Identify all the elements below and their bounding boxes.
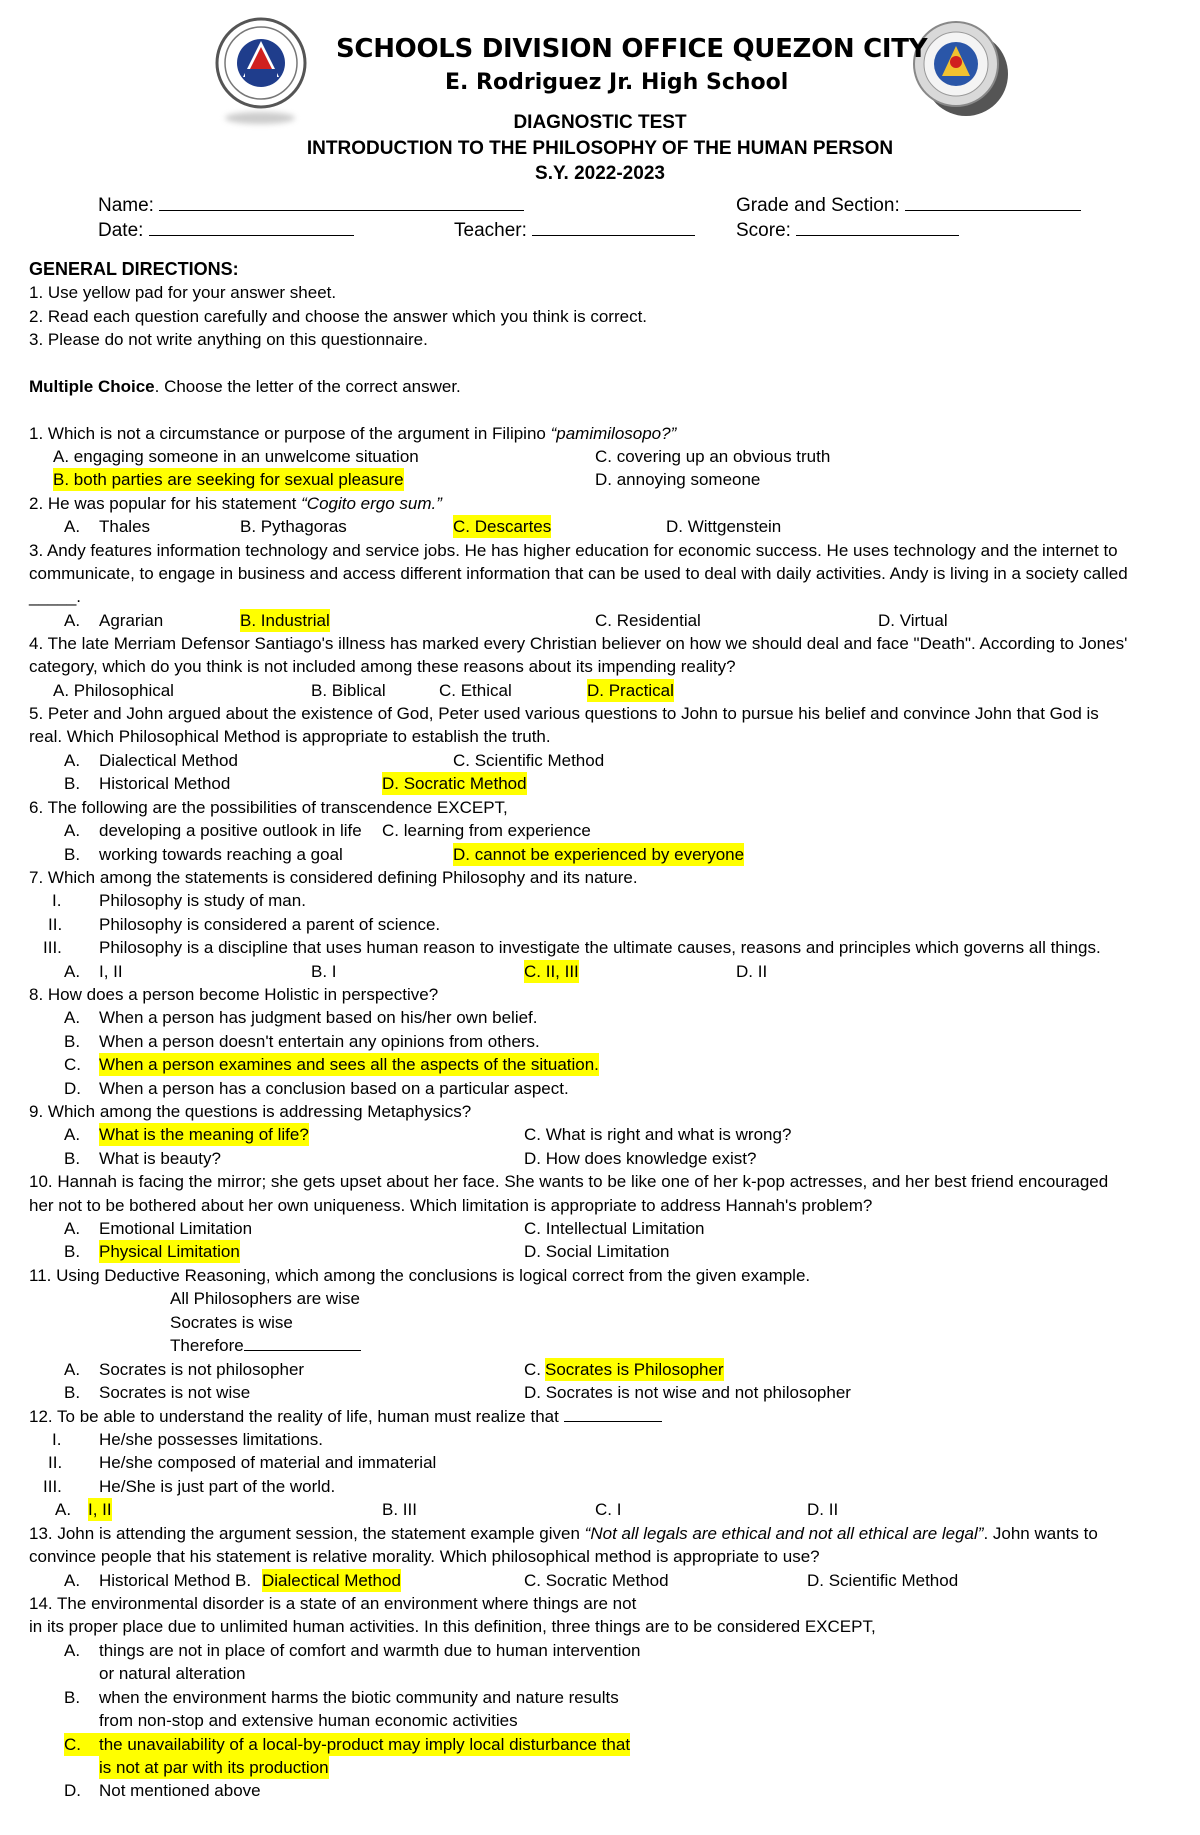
- q4-option-a[interactable]: A. Philosophical: [53, 681, 174, 700]
- q7-statement-3: Philosophy is a discipline that uses human reason to investigate the ultimate causes, reasons and principles which governs all things.: [99, 938, 1101, 957]
- mc-instruction: [29, 375, 461, 398]
- q7-option-d[interactable]: D. II: [736, 962, 768, 981]
- q8-option-a-letter: A.: [64, 1008, 81, 1027]
- q9-option-b[interactable]: What is beauty?: [99, 1149, 221, 1168]
- office-title: SCHOOLS DIVISION OFFICE QUEZON CITY: [336, 34, 928, 64]
- school-seal-icon: [910, 18, 1010, 118]
- q12-blank: [564, 1407, 662, 1422]
- mc-instruction-text: . Choose the letter of the correct answer.: [154, 377, 461, 396]
- grade-section-line: [905, 194, 1081, 211]
- question-9: 9. Which among the questions is addressing Metaphysics?: [29, 1102, 472, 1121]
- q9-option-a[interactable]: What is the meaning of life?: [99, 1123, 309, 1146]
- q2-option-c[interactable]: C. Descartes: [453, 515, 551, 538]
- q11-option-b-letter: B.: [64, 1383, 81, 1402]
- q5-option-d[interactable]: D. Socratic Method: [382, 772, 527, 795]
- school-year: S.Y. 2022-2023: [535, 163, 665, 184]
- q1-option-a[interactable]: A. engaging someone in an unwelcome situation: [53, 447, 419, 466]
- q10-option-b[interactable]: Physical Limitation: [99, 1240, 240, 1263]
- q6-option-b[interactable]: working towards reaching a goal: [99, 845, 343, 864]
- q7-option-a[interactable]: I, II: [99, 962, 123, 981]
- q1-option-b[interactable]: B. both parties are seeking for sexual pleasure: [53, 468, 404, 491]
- q5-option-b-letter: B.: [64, 774, 81, 793]
- q5-option-b[interactable]: Historical Method: [99, 774, 231, 793]
- q13-option-a[interactable]: Historical Method B.: [99, 1571, 252, 1590]
- q14-option-b-letter: B.: [64, 1688, 81, 1707]
- q8-option-b[interactable]: When a person doesn't entertain any opinions from others.: [99, 1032, 540, 1051]
- left-seal: [215, 17, 307, 109]
- q13-stem-italic: “Not all legals are ethical and not all ethical are legal”: [584, 1524, 984, 1543]
- q6-option-c[interactable]: C. learning from experience: [382, 821, 591, 840]
- q14-line-1: 14. The environmental disorder is a state of an environment where things are not: [29, 1594, 637, 1613]
- q14-option-a-line-2[interactable]: or natural alteration: [99, 1664, 246, 1683]
- question-6: 6. The following are the possibilities of transcendence EXCEPT,: [29, 798, 508, 817]
- q13-stem: 13. John is attending the argument session, the statement example given: [29, 1524, 585, 1543]
- q2-option-d[interactable]: D. Wittgenstein: [666, 517, 782, 536]
- q2-option-b[interactable]: B. Pythagoras: [240, 517, 347, 536]
- name-label: Name:: [98, 195, 154, 216]
- q7-roman-1: I.: [52, 891, 62, 910]
- q11-option-a-letter: A.: [64, 1360, 81, 1379]
- q10-line-2: her not to be bothered about her own uniqueness. Which limitation is appropriate to address Hannah's problem?: [29, 1196, 873, 1215]
- q8-option-c[interactable]: When a person examines and sees all the aspects of the situation.: [99, 1053, 599, 1076]
- q12-option-a[interactable]: I, II: [88, 1498, 112, 1521]
- question-13: [29, 1522, 1098, 1545]
- name-line: [159, 194, 524, 211]
- q4-line-2: category, which do you think is not included among these reasons about its impending reality?: [29, 657, 736, 676]
- q3-option-b[interactable]: B. Industrial: [240, 609, 330, 632]
- q5-option-a[interactable]: Dialectical Method: [99, 751, 238, 770]
- q6-option-b-letter: B.: [64, 845, 81, 864]
- q12-option-b[interactable]: B. III: [382, 1500, 417, 1519]
- q3-option-a-letter: A.: [64, 611, 81, 630]
- q7-roman-2: II.: [48, 915, 63, 934]
- q14-option-c-line-1[interactable]: the unavailability of a local-by-product may imply local disturbance that: [99, 1733, 630, 1756]
- q1-option-c[interactable]: C. covering up an obvious truth: [595, 447, 831, 466]
- date-line: [149, 219, 354, 236]
- q1-option-d[interactable]: D. annoying someone: [595, 470, 761, 489]
- q2-stem-italic: “Cogito ergo sum.”: [301, 494, 442, 513]
- q2-option-a[interactable]: Thales: [99, 517, 151, 536]
- q12-option-a-letter: A.: [55, 1500, 72, 1519]
- q12-roman-2: II.: [48, 1453, 63, 1472]
- q8-option-d-letter: D.: [64, 1079, 81, 1098]
- q13-line-2: convince people that his statement is relative morality. Which philosophical method is appropriate to use?: [29, 1547, 820, 1566]
- q9-option-c[interactable]: C. What is right and what is wrong?: [524, 1125, 792, 1144]
- question-7: 7. Which among the statements is considered defining Philosophy and its nature.: [29, 868, 638, 887]
- q6-option-a[interactable]: developing a positive outlook in life: [99, 821, 362, 840]
- direction-item: 1. Use yellow pad for your answer sheet.: [29, 283, 337, 302]
- q14-option-c-letter: C.: [64, 1733, 99, 1756]
- date-label: Date:: [98, 220, 144, 241]
- q14-option-a-line-1[interactable]: things are not in place of comfort and warmth due to human intervention: [99, 1641, 641, 1660]
- q4-line-1: 4. The late Merriam Defensor Santiago's illness has marked every Christian believer on how we should deal and face "Death". According to Jones': [29, 634, 1128, 653]
- q11-option-c-letter: C.: [524, 1360, 541, 1379]
- q14-option-b-line-2[interactable]: from non-stop and extensive human economic activities: [99, 1711, 518, 1730]
- score-label: Score:: [736, 220, 791, 241]
- q5-option-c[interactable]: C. Scientific Method: [453, 751, 605, 770]
- q10-line-1: 10. Hannah is facing the mirror; she gets upset about her face. She wants to be like one of her k-pop actresses, and her best friend encouraged: [29, 1172, 1109, 1191]
- q1-stem-italic: “pamimilosopo?”: [550, 424, 677, 443]
- q4-option-d[interactable]: D. Practical: [587, 679, 674, 702]
- division-seal-icon: [215, 17, 307, 109]
- q4-option-c[interactable]: C. Ethical: [439, 681, 512, 700]
- q9-option-a-letter: A.: [64, 1125, 81, 1144]
- date-field[interactable]: [98, 219, 354, 242]
- q7-roman-3: III.: [43, 938, 62, 957]
- grade-section-field[interactable]: [736, 194, 1081, 217]
- q3-option-d[interactable]: D. Virtual: [878, 611, 948, 630]
- q11-option-c[interactable]: Socrates is Philosopher: [545, 1358, 724, 1381]
- q5-option-a-letter: A.: [64, 751, 81, 770]
- q5-line-1: 5. Peter and John argued about the existence of God, Peter used various questions to John to pursue his belief and convince John that God is: [29, 704, 1099, 723]
- teacher-field[interactable]: [454, 219, 695, 242]
- question-1: [29, 422, 676, 445]
- q11-premise-2: Socrates is wise: [170, 1313, 293, 1332]
- q11-option-d[interactable]: D. Socrates is not wise and not philosopher: [524, 1383, 851, 1402]
- direction-item: 3. Please do not write anything on this questionnaire.: [29, 330, 428, 349]
- q11-option-a[interactable]: Socrates is not philosopher: [99, 1360, 305, 1379]
- q5-line-2: real. Which Philosophical Method is appropriate to establish the truth.: [29, 727, 551, 746]
- q8-option-a[interactable]: When a person has judgment based on his/her own belief.: [99, 1008, 538, 1027]
- teacher-label: Teacher:: [454, 220, 527, 241]
- question-8: 8. How does a person become Holistic in perspective?: [29, 985, 439, 1004]
- q14-option-d-letter: D.: [64, 1781, 81, 1800]
- directions-title: GENERAL DIRECTIONS:: [29, 259, 239, 279]
- q12-statement-3: He/She is just part of the world.: [99, 1477, 336, 1496]
- q12-option-d[interactable]: D. II: [807, 1500, 839, 1519]
- q7-option-b[interactable]: B. I: [311, 962, 337, 981]
- q9-option-b-letter: B.: [64, 1149, 81, 1168]
- q8-option-d[interactable]: When a person has a conclusion based on a particular aspect.: [99, 1079, 569, 1098]
- q12-roman-1: I.: [52, 1430, 62, 1449]
- score-line: [796, 219, 959, 236]
- teacher-line: [532, 219, 695, 236]
- q7-option-a-letter: A.: [64, 962, 81, 981]
- school-name: E. Rodriguez Jr. High School: [445, 70, 789, 95]
- test-type: DIAGNOSTIC TEST: [513, 112, 687, 133]
- q3-option-c[interactable]: C. Residential: [595, 611, 701, 630]
- q2-stem: 2. He was popular for his statement: [29, 494, 302, 513]
- grade-section-label: Grade and Section:: [736, 195, 900, 216]
- q8-option-c-letter: C.: [64, 1055, 81, 1074]
- q3-line-3: _____.: [29, 587, 81, 606]
- q3-option-a[interactable]: Agrarian: [99, 611, 164, 630]
- q10-option-a[interactable]: Emotional Limitation: [99, 1219, 253, 1238]
- q4-option-b[interactable]: B. Biblical: [311, 681, 386, 700]
- direction-item: 2. Read each question carefully and choose the answer which you think is correct.: [29, 307, 648, 326]
- q10-option-c[interactable]: C. Intellectual Limitation: [524, 1219, 705, 1238]
- q14-option-b-line-1[interactable]: when the environment harms the biotic community and nature results: [99, 1688, 619, 1707]
- q3-line-1: 3. Andy features information technology and service jobs. He has higher education for economic success. He uses technology and the internet to: [29, 541, 1118, 560]
- q12-roman-3: III.: [43, 1477, 62, 1496]
- q13-stem-end: . John wants to: [983, 1524, 1098, 1543]
- q13-option-b[interactable]: Dialectical Method: [262, 1569, 401, 1592]
- question-11: 11. Using Deductive Reasoning, which among the conclusions is logical correct from the given example.: [29, 1266, 811, 1285]
- q12-stem: 12. To be able to understand the reality of life, human must realize that: [29, 1407, 559, 1426]
- q14-option-a-letter: A.: [64, 1641, 81, 1660]
- q14-line-2: in its proper place due to unlimited human activities. In this definition, three things are to be considered EXCEPT,: [29, 1617, 876, 1636]
- q11-premise-1: All Philosophers are wise: [170, 1289, 360, 1308]
- q12-option-c[interactable]: C. I: [595, 1500, 622, 1519]
- q11-blank: [244, 1336, 361, 1351]
- q10-option-b-letter: B.: [64, 1242, 81, 1261]
- mc-title: Multiple Choice: [29, 377, 155, 396]
- name-field[interactable]: [98, 194, 524, 217]
- q8-option-b-letter: B.: [64, 1032, 81, 1051]
- question-2: [29, 492, 442, 515]
- q10-option-d[interactable]: D. Social Limitation: [524, 1242, 670, 1261]
- right-seal: [910, 18, 1010, 118]
- q11-conclusion: [170, 1334, 361, 1357]
- q13-option-d[interactable]: D. Scientific Method: [807, 1571, 959, 1590]
- subject-title: INTRODUCTION TO THE PHILOSOPHY OF THE HUMAN PERSON: [306, 138, 894, 159]
- q9-option-d[interactable]: D. How does knowledge exist?: [524, 1149, 757, 1168]
- q12-statement-2: He/she composed of material and immaterial: [99, 1453, 437, 1472]
- q11-option-b[interactable]: Socrates is not wise: [99, 1383, 251, 1402]
- q1-stem: 1. Which is not a circumstance or purpose of the argument in Filipino: [29, 424, 551, 443]
- q7-statement-1: Philosophy is study of man.: [99, 891, 306, 910]
- q7-statement-2: Philosophy is considered a parent of science.: [99, 915, 441, 934]
- q3-line-2: communicate, to engage in business and access different information that can be used to deal with daily activities. Andy is living in a society called: [29, 564, 1128, 583]
- q6-option-d[interactable]: D. cannot be experienced by everyone: [453, 843, 744, 866]
- q13-option-a-letter: A.: [64, 1571, 81, 1590]
- q14-option-d[interactable]: Not mentioned above: [99, 1781, 261, 1800]
- q12-statement-1: He/she possesses limitations.: [99, 1430, 323, 1449]
- q7-option-c[interactable]: C. II, III: [524, 960, 579, 983]
- q6-option-a-letter: A.: [64, 821, 81, 840]
- q2-option-a-letter: A.: [64, 517, 81, 536]
- q10-option-a-letter: A.: [64, 1219, 81, 1238]
- q14-option-c-line-2[interactable]: is not at par with its production: [99, 1756, 329, 1779]
- score-field[interactable]: [736, 219, 959, 242]
- q11-therefore: Therefore: [170, 1336, 244, 1355]
- question-12: [29, 1405, 662, 1428]
- q13-option-c[interactable]: C. Socratic Method: [524, 1571, 669, 1590]
